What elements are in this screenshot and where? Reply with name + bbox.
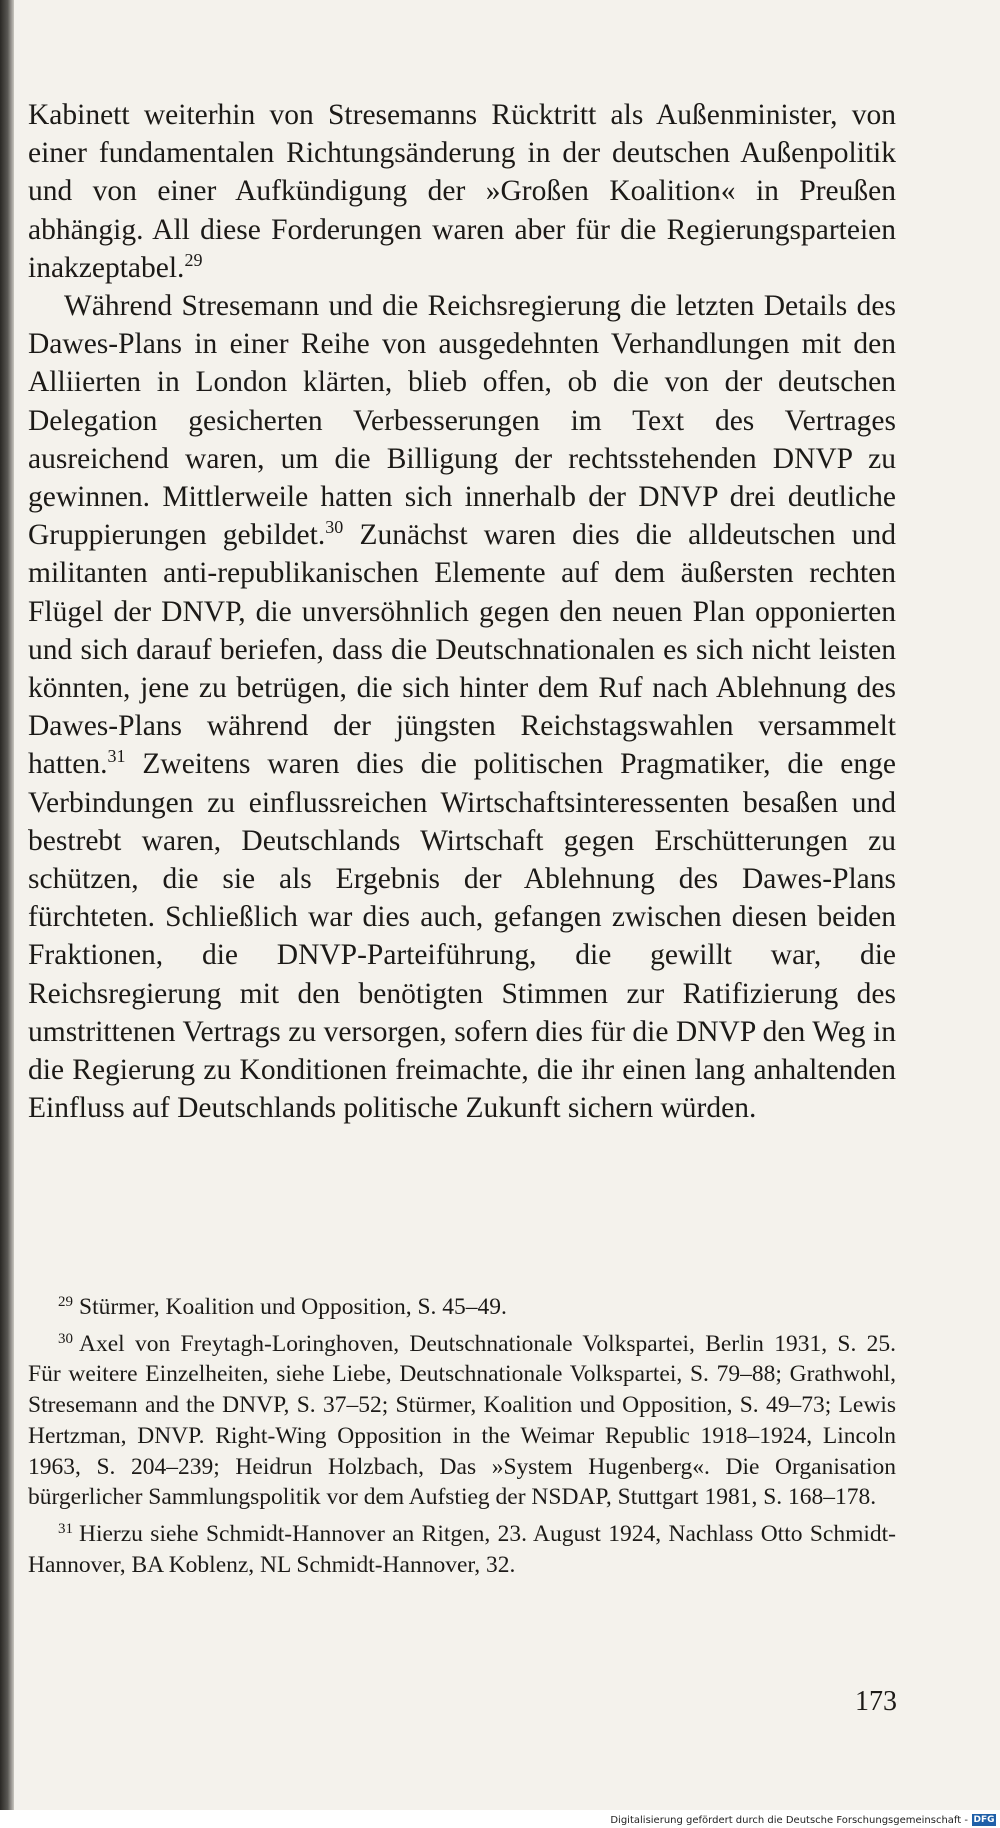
footnote-number: 30 bbox=[58, 1330, 73, 1347]
dfg-logo-icon: DFG bbox=[973, 1815, 995, 1825]
paragraph-2-text-a: Während Stresemann und die Reichsregierung die letzten Details des Dawes-Plans in einer Reihe von ausgedehnten Verhandlungen mit den Alliierten in London klärten, blieb offen, ob die von der deutschen Delegation gesicherten Verbesserungen im Text des Vertrages ausreichend waren, um die Billigung der rechtsstehenden DNVP zu gewinnen. Mittlerweile hatten sich innerhalb der DNVP drei deutliche Gruppierungen gebildet. bbox=[28, 290, 896, 552]
paragraph-1-text: Kabinett weiterhin von Stresemanns Rücktritt als Außenminister, von einer fundamentalen Richtungsänderung in der deutschen Außenpolitik und von einer Aufkündigung der »Großen Koalition« in Preußen abhängig. All diese Forderungen waren aber für die Regierungsparteien inakzeptabel. bbox=[28, 99, 896, 284]
body-text bbox=[28, 96, 896, 1127]
footnote-number: 29 bbox=[58, 1294, 73, 1310]
footnote-ref-29[interactable]: 29 bbox=[184, 249, 203, 270]
footnotes bbox=[28, 1292, 896, 1586]
footnote-number: 31 bbox=[58, 1520, 73, 1537]
footnote-text: Axel von Freytagh-Loringhoven, Deutschnationale Volkspartei, Berlin 1931, S. 25. Für weitere Einzelheiten, siehe Liebe, Deutschnationale Volkspartei, S. 79–88; Grathwohl, Stresemann and the DNVP, S. 37–52; Stürmer, Koalition und Opposition, S. 49–73; Lewis Hertzman, DNVP. Right-Wing Opposition in the Weimar Republic 1918–1924, Lincoln 1963, S. 204–239; Heidrun Holzbach, Das »System Hugenberg«. Die Organisation bürgerlicher Sammlungspolitik vor dem Aufstieg der NSDAP, Stuttgart 1981, S. 168–178. bbox=[28, 1330, 896, 1511]
footnote-text: Stürmer, Koalition und Opposition, S. 45–49. bbox=[79, 1294, 507, 1320]
digitization-credit-bar bbox=[0, 1810, 1000, 1828]
footnote-ref-30[interactable]: 30 bbox=[325, 517, 344, 538]
footnote-31 bbox=[28, 1519, 896, 1580]
paragraph-1 bbox=[28, 96, 896, 287]
paragraph-2-text-c: Zweitens waren dies die politischen Pragmatiker, die enge Verbindungen zu einflussreichen Wirtschaftsinteressenten besaßen und bestrebt waren, Deutschlands Wirtschaft gegen Erschütterungen zu schützen, die sie als Ergebnis der Ablehnung des Dawes-Plans fürchteten. Schließlich war dies auch, gefangen zwischen diesen beiden Fraktionen, die DNVP-Parteiführung, die gewillt war, die Reichsregierung mit den benötigten Stimmen zur Ratifizierung des umstrittenen Vertrags zu versorgen, sofern dies für die DNVP den Weg in die Regierung zu Konditionen freimachte, die ihr einen lang anhaltenden Einfluss auf Deutschlands politische Zukunft sichern würden. bbox=[28, 748, 896, 1125]
page-number: 173 bbox=[855, 1686, 897, 1717]
footnote-29 bbox=[28, 1292, 896, 1323]
footnote-ref-31[interactable]: 31 bbox=[107, 746, 126, 767]
paragraph-2-text-b: Zunächst waren dies die alldeutschen und militanten anti-republikanischen Elemente auf dem äußersten rechten Flügel der DNVP, die unversöhnlich gegen den neuen Plan opponierten und sich darauf beriefen, dass die Deutschnationalen es sich nicht leisten könnten, jene zu betrügen, die sich hinter dem Ruf nach Ablehnung des Dawes-Plans während der jüngsten Reichstagswahlen versammelt hatten. bbox=[28, 519, 896, 781]
book-spine-shadow bbox=[0, 0, 14, 1810]
footnote-30 bbox=[28, 1329, 896, 1513]
paragraph-2 bbox=[28, 287, 896, 1127]
footnote-text: Hierzu siehe Schmidt-Hannover an Ritgen, 23. August 1924, Nachlass Otto Schmidt-Hannover, BA Koblenz, NL Schmidt-Hannover, 32. bbox=[28, 1520, 896, 1578]
digitization-credit: Digitalisierung gefördert durch die Deutsche Forschungsgemeinschaft - bbox=[610, 1815, 968, 1826]
